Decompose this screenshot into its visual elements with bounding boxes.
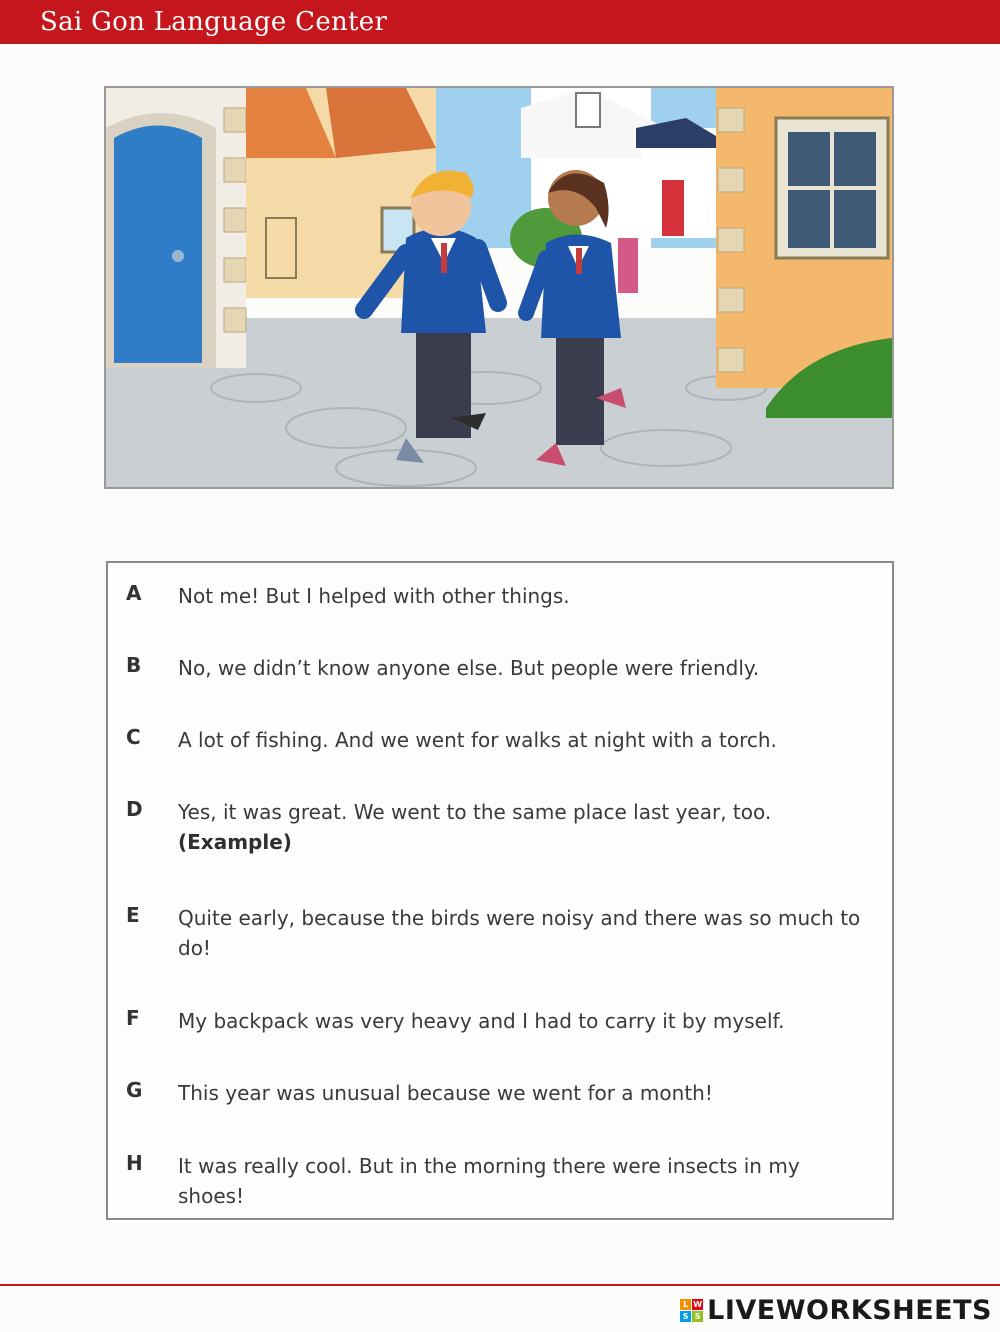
option-text: No, we didn’t know anyone else. But people were friendly.: [178, 656, 760, 680]
footer-divider: [0, 1284, 1000, 1286]
option-text: A lot of fishing. And we went for walks at night with a torch.: [178, 728, 777, 752]
example-note: (Example): [178, 830, 292, 854]
option-letter: D: [126, 797, 143, 821]
option-text: Yes, it was great. We went to the same place last year, too.: [178, 800, 772, 824]
option-text: Not me! But I helped with other things.: [178, 584, 570, 608]
header-bar: [0, 0, 1000, 44]
option-letter: E: [126, 903, 140, 927]
liveworksheets-logo[interactable]: [680, 1294, 992, 1326]
option-letter: F: [126, 1006, 140, 1030]
brand-name: LIVEWORKSHEETS: [707, 1294, 992, 1326]
option-text: This year was unusual because we went for a month!: [178, 1081, 713, 1105]
answer-options-box: [106, 561, 894, 1220]
option-letter: G: [126, 1078, 143, 1102]
option-letter: H: [126, 1151, 143, 1175]
option-letter: B: [126, 653, 142, 677]
option-letter: C: [126, 725, 141, 749]
two-students-walking-illustration: [106, 88, 892, 487]
option-text: My backpack was very heavy and I had to carry it by myself.: [178, 1009, 785, 1033]
option-letter: A: [126, 581, 142, 605]
option-text: It was really cool. But in the morning there were insects in my shoes!: [178, 1154, 800, 1208]
illustration: [104, 86, 894, 489]
header-title: Sai Gon Language Center: [40, 7, 388, 37]
option-text: Quite early, because the birds were noisy and there was so much to do!: [178, 906, 861, 960]
liveworksheets-icon: L W S S: [680, 1299, 703, 1322]
